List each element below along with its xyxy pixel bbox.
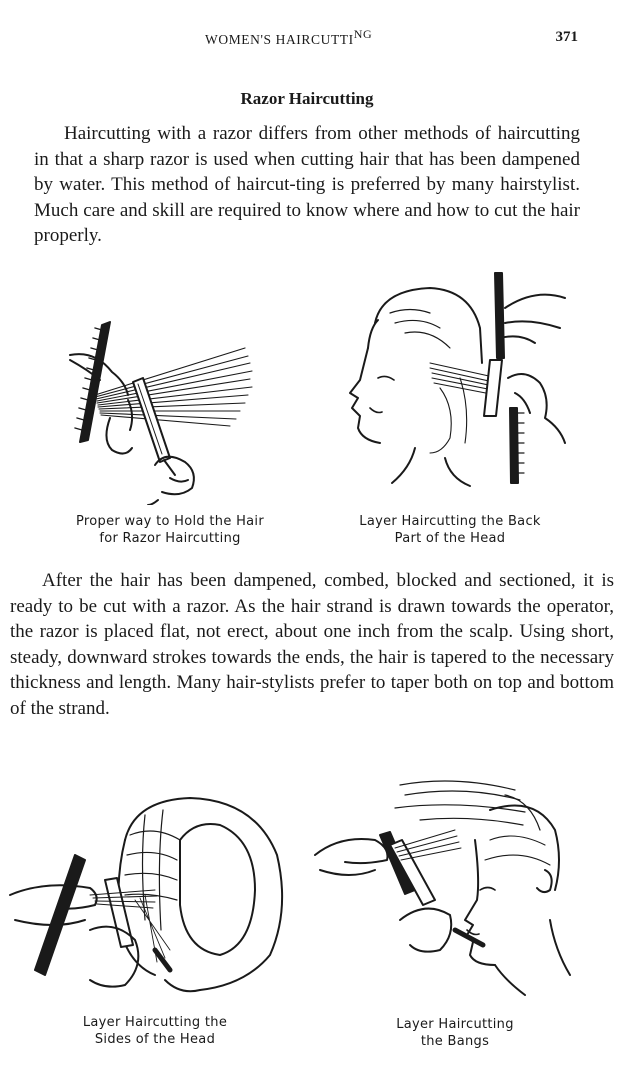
layer-bangs-illustration (305, 770, 605, 1010)
figure-layer-sides (5, 780, 305, 1055)
hair-strand (95, 348, 252, 426)
comb-icon (35, 855, 85, 975)
woman-face (465, 806, 570, 996)
page-number: 371 (555, 29, 578, 45)
procedure-paragraph: After the hair has been dampened, combed, blocked and sectioned, it is ready to be cut with a razor. As the hair strand is drawn towards the operator, the razor is placed flat, not erect, about one inch from the scalp. Using short, steady, downward strokes towards the ends, the hair is tapered to the necessary thickness and length. Many hair-stylists prefer to taper both on top and bottom of the strand. (10, 570, 614, 719)
running-head-text: WOMEN'S HAIRCUTTI (205, 32, 354, 47)
figure-caption: Layer Haircutting the Bangs (396, 1017, 514, 1049)
comb-icon (75, 322, 110, 442)
running-head-superscript: NG (353, 27, 373, 41)
figure-layer-bangs (305, 770, 605, 1060)
intro-paragraph: Haircutting with a razor differs from other methods of haircutting in that a sharp razor is used when cutting hair that has been dampened by water. This method of haircut-ting is preferred by many hairstylist. Much care and skill are required to know where and how to cut the hair properly. (34, 123, 580, 246)
figure-caption: Proper way to Hold the Hair for Razor Haircutting (76, 514, 264, 546)
section-title: Razor Haircutting (240, 89, 374, 108)
razor-grip-illustration (40, 300, 300, 505)
figure-caption: Layer Haircutting the Back Part of the Head (359, 514, 541, 546)
figure-razor-grip (40, 300, 300, 555)
razor-icon (484, 360, 502, 416)
layer-sides-illustration (5, 780, 305, 1010)
right-hand (148, 457, 194, 505)
figure-layer-back (320, 268, 580, 555)
figure-caption: Layer Haircutting the Sides of the Head (82, 1015, 228, 1047)
layer-back-illustration (320, 268, 580, 508)
running-head (205, 27, 373, 48)
razor-icon (133, 378, 175, 475)
